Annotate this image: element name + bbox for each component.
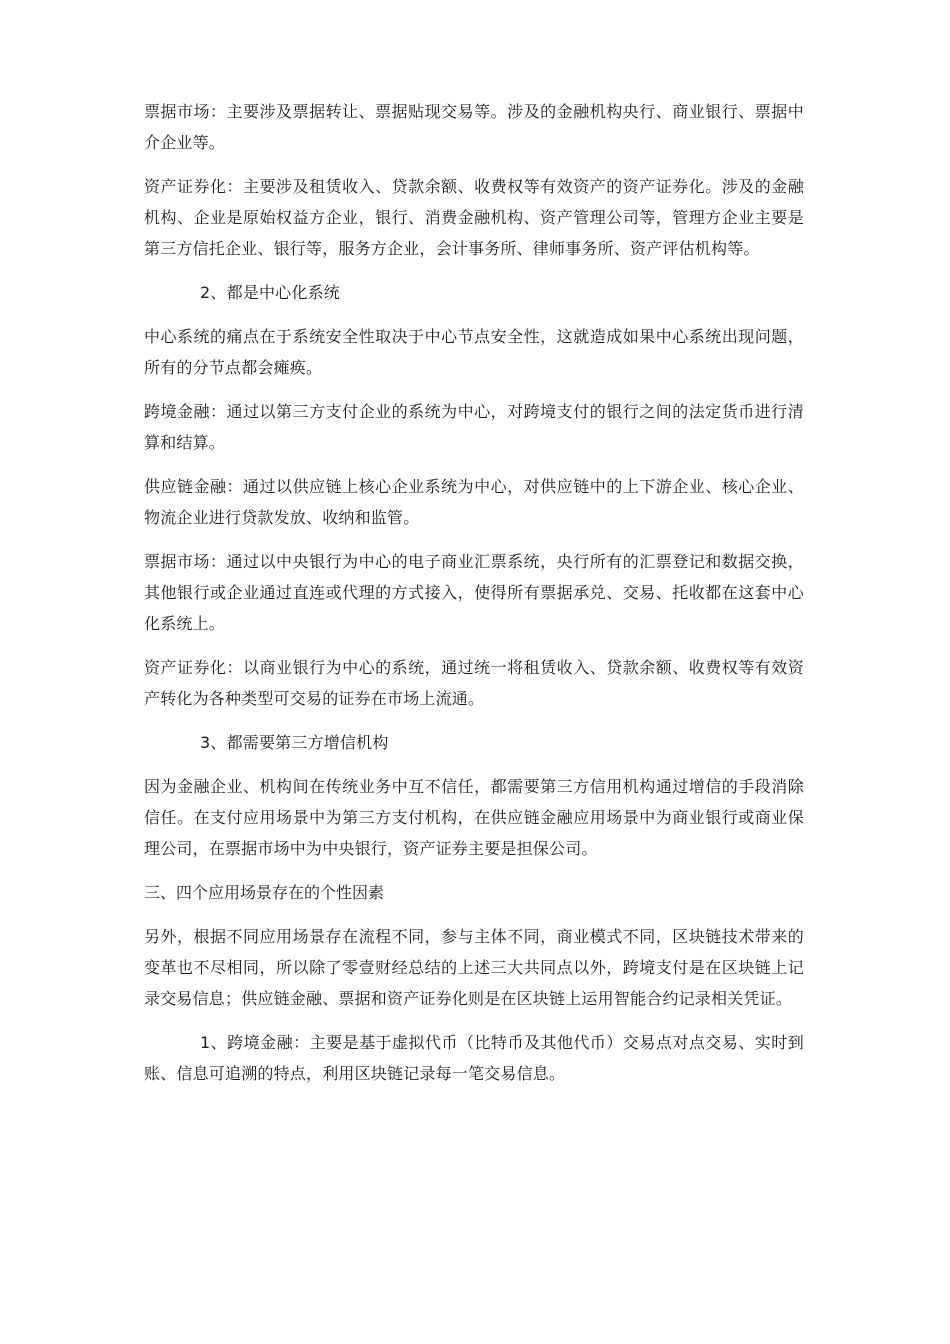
paragraph-asset-securitization-center: 资产证券化：以商业银行为中心的系统，通过统一将租赁收入、贷款余额、收费权等有效资产转化为各种类型可交易的证券在市场上流通。 <box>144 658 804 708</box>
paragraph-supply-chain-finance-center: 供应链金融：通过以供应链上核心企业系统为中心，对供应链中的上下游企业、核心企业、物流企业进行贷款发放、收纳和监管。 <box>144 477 804 527</box>
document-body <box>144 96 804 1102</box>
paragraph-asset-securitization-overview: 资产证券化：主要涉及租赁收入、贷款余额、收费权等有效资产的资产证券化。涉及的金融机构、企业是原始权益方企业，银行、消费金融机构、资产管理公司等，管理方企业主要是第三方信托企业、银行等，服务方企业，会计事务所、律师事务所、资产评估机构等。 <box>144 177 804 258</box>
section-heading-third-party-credit: 3、都需要第三方增信机构 <box>200 733 389 752</box>
section-heading-centralized-systems: 2、都是中心化系统 <box>200 283 340 302</box>
paragraph-central-system-pain-point: 中心系统的痛点在于系统安全性取决于中心节点安全性，这就造成如果中心系统出现问题，所有的分节点都会瘫痪。 <box>144 327 804 377</box>
paragraph-third-party-credit: 因为金融企业、机构间在传统业务中互不信任，都需要第三方信用机构通过增信的手段消除信任。在支付应用场景中为第三方支付机构，在供应链金融应用场景中为商业银行或商业保理公司，在票据市场中为中央银行，资产证券主要是担保公司。 <box>144 777 804 858</box>
paragraph-cross-border-finance-blockchain: 1、跨境金融：主要是基于虚拟代币（比特币及其他代币）交易点对点交易、实时到账、信息可追溯的特点，利用区块链记录每一笔交易信息。 <box>144 1033 804 1083</box>
paragraph-bill-market-overview: 票据市场：主要涉及票据转让、票据贴现交易等。涉及的金融机构央行、商业银行、票据中介企业等。 <box>144 102 804 152</box>
paragraph-cross-border-finance-center: 跨境金融：通过以第三方支付企业的系统为中心，对跨境支付的银行之间的法定货币进行清算和结算。 <box>144 402 804 452</box>
chapter-heading-individual-factors: 三、四个应用场景存在的个性因素 <box>144 883 385 902</box>
paragraph-individual-factors: 另外，根据不同应用场景存在流程不同，参与主体不同，商业模式不同，区块链技术带来的变革也不尽相同，所以除了零壹财经总结的上述三大共同点以外，跨境支付是在区块链上记录交易信息；供应链金融、票据和资产证券化则是在区块链上运用智能合约记录相关凭证。 <box>144 927 804 1008</box>
paragraph-bill-market-center: 票据市场：通过以中央银行为中心的电子商业汇票系统，央行所有的汇票登记和数据交换，其他银行或企业通过直连或代理的方式接入，使得所有票据承兑、交易、托收都在这套中心化系统上。 <box>144 552 804 633</box>
